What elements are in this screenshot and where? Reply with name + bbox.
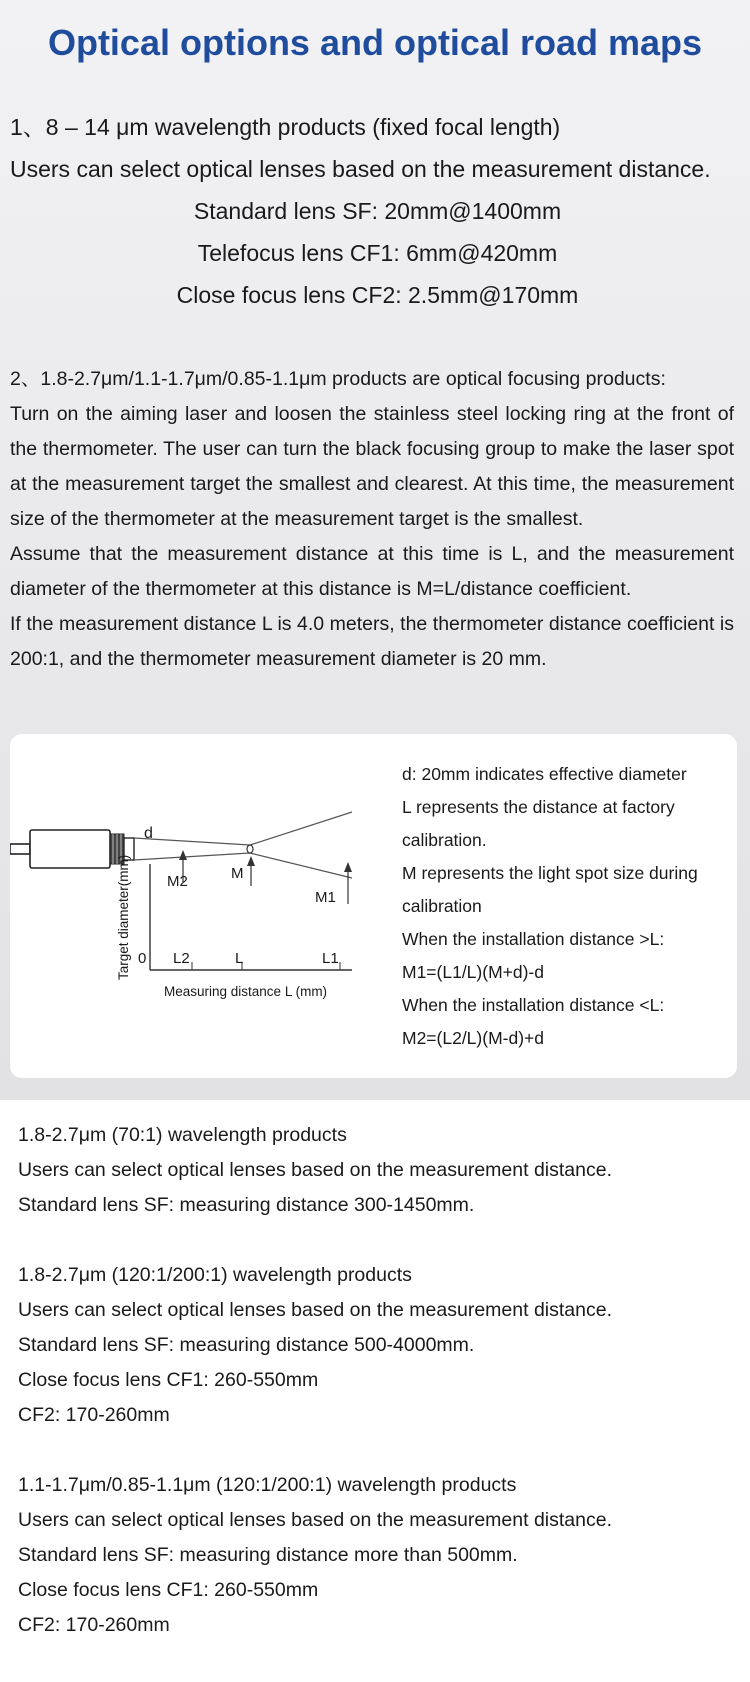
label-l1: L1 [322, 950, 339, 967]
product-line: Users can select optical lenses based on the measurement distance. [18, 1159, 612, 1181]
product-block-120-200 [18, 1258, 738, 1433]
product-heading: 1.1-1.7μm/0.85-1.1μm (120:1/200:1) wavelength products [18, 1474, 517, 1496]
focus-spot [247, 845, 253, 853]
label-l2: L2 [173, 950, 190, 967]
section-fixed-focal [10, 106, 745, 316]
legend-line: calibration [402, 896, 482, 916]
product-line: Standard lens SF: measuring distance more than 500mm. [18, 1544, 518, 1566]
product-heading: 1.8-2.7μm (120:1/200:1) wavelength products [18, 1264, 412, 1286]
lens-telefocus: Telefocus lens CF1: 6mm@420mm [197, 240, 558, 266]
section1-heading: 1、8 – 14 μm wavelength products (fixed focal length) [10, 114, 561, 140]
x-axis-label: Measuring distance L (mm) [164, 984, 328, 999]
label-d: d [144, 825, 153, 842]
lens-standard: Standard lens SF: 20mm@1400mm [193, 198, 562, 224]
diagram-legend [402, 758, 732, 1055]
m1-arrow-head [344, 862, 352, 872]
section1-intro: Users can select optical lenses based on the measurement distance. [10, 156, 711, 182]
product-line: Close focus lens CF1: 260-550mm [18, 1579, 319, 1601]
label-m1: M1 [315, 889, 336, 906]
optical-diagram [10, 734, 400, 1078]
thermometer-body [30, 830, 110, 868]
legend-line: d: 20mm indicates effective diameter [402, 764, 687, 784]
section2-heading: 2、1.8-2.7μm/1.1-1.7μm/0.85-1.1μm products are optical focusing products: [10, 368, 666, 390]
section2-paragraph-2: Assume that the measurement distance at this time is L, and the measurement diameter of the thermometer at this distance is M=L/distance coefficient. [10, 543, 734, 600]
product-line: Users can select optical lenses based on the measurement distance. [18, 1299, 612, 1321]
label-m: M [231, 865, 244, 882]
m2-arrow-head [179, 850, 187, 860]
section-optical-focusing [10, 362, 734, 677]
legend-line: M2=(L2/L)(M-d)+d [402, 1028, 544, 1048]
legend-line: When the installation distance <L: [402, 995, 665, 1015]
section2-paragraph-3: If the measurement distance L is 4.0 meters, the thermometer distance coefficient is 200:1, and the thermometer measurement diameter is 20 mm. [10, 613, 734, 670]
m-arrow-head [247, 856, 255, 866]
beam-lower-converge [134, 853, 250, 860]
label-zero: 0 [138, 950, 147, 967]
label-l: L [235, 950, 244, 967]
label-m2: M2 [167, 873, 188, 890]
thermometer-rear-stub [10, 844, 30, 854]
beam-lower-diverge [250, 853, 352, 878]
product-line: CF2: 170-260mm [18, 1404, 170, 1426]
legend-line: L represents the distance at factory [402, 797, 675, 817]
product-list [18, 1118, 738, 1678]
y-axis-label: Target diameter(mm) [116, 854, 131, 980]
beam-upper-diverge [250, 812, 352, 845]
product-line: Standard lens SF: measuring distance 500-4000mm. [18, 1334, 475, 1356]
product-line: Close focus lens CF1: 260-550mm [18, 1369, 319, 1391]
product-block-short-wave [18, 1468, 738, 1643]
product-line: Standard lens SF: measuring distance 300-1450mm. [18, 1194, 475, 1216]
product-line: Users can select optical lenses based on the measurement distance. [18, 1509, 612, 1531]
product-block-70-1 [18, 1118, 738, 1223]
diagram-card [10, 734, 737, 1078]
section2-paragraph-1: Turn on the aiming laser and loosen the stainless steel locking ring at the front of the thermometer. The user can turn the black focusing group to make the laser spot at the measurement target the smallest and clearest. At this time, the measurement size of the thermometer at the measurement target is the smallest. [10, 403, 734, 530]
legend-line: M1=(L1/L)(M+d)-d [402, 962, 544, 982]
legend-line: When the installation distance >L: [402, 929, 665, 949]
legend-line: M represents the light spot size during [402, 863, 698, 883]
page-title: Optical options and optical road maps [47, 22, 703, 63]
lens-close-focus: Close focus lens CF2: 2.5mm@170mm [176, 282, 579, 308]
legend-line: calibration. [402, 830, 487, 850]
product-heading: 1.8-2.7μm (70:1) wavelength products [18, 1124, 347, 1146]
product-line: CF2: 170-260mm [18, 1614, 170, 1636]
